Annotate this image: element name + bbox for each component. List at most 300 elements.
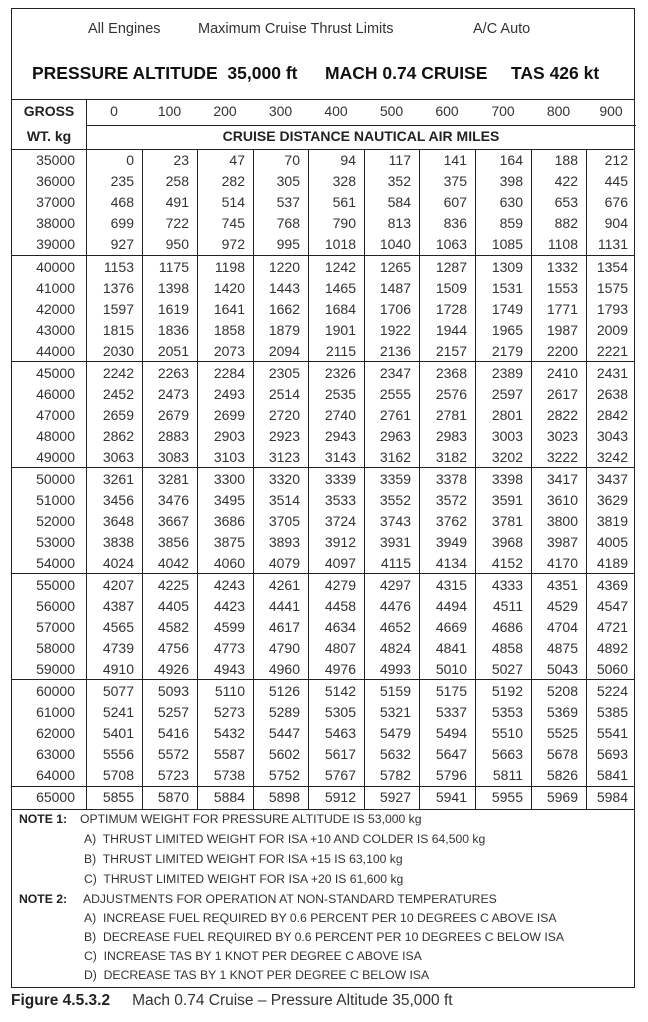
distance-cell: 1771 [546, 301, 578, 318]
distance-cell: 5782 [379, 767, 411, 784]
column-header: 100 [157, 103, 182, 119]
table-row [12, 577, 634, 598]
distance-cell: 4315 [435, 577, 467, 593]
distance-cell: 117 [388, 152, 411, 168]
distance-cell: 4042 [157, 555, 189, 572]
distance-cell: 2883 [157, 428, 189, 445]
distance-cell: 422 [554, 173, 578, 190]
distance-cell: 5708 [102, 767, 134, 784]
distance-cell: 2679 [157, 407, 189, 424]
distance-cell: 4704 [546, 619, 578, 636]
distance-cell: 5142 [324, 683, 356, 699]
distance-cell: 3610 [546, 492, 578, 509]
distance-cell: 5898 [268, 789, 300, 805]
distance-cell: 5192 [491, 683, 523, 699]
distance-cell: 4943 [213, 661, 245, 678]
table-row [12, 513, 634, 534]
distance-cell: 5969 [546, 789, 578, 805]
distance-cell: 4599 [213, 619, 245, 636]
block-divider [12, 467, 634, 468]
distance-cell: 4261 [268, 577, 300, 593]
distance-cell: 859 [499, 215, 523, 232]
distance-cell: 630 [499, 194, 523, 211]
table-row [12, 619, 634, 640]
distance-cell: 2200 [546, 343, 578, 360]
distance-cell: 5927 [379, 789, 411, 805]
data-top-divider [12, 149, 634, 150]
table-row [12, 598, 634, 619]
distance-cell: 4910 [102, 661, 134, 678]
distance-cell: 4170 [546, 555, 578, 572]
distance-cell: 4369 [596, 577, 628, 593]
distance-cell: 5110 [214, 683, 245, 699]
distance-cell: 1354 [596, 259, 628, 275]
distance-cell: 2535 [324, 386, 356, 403]
distance-cell: 5401 [102, 725, 134, 742]
distance-cell: 2009 [596, 322, 628, 339]
distance-cell: 1265 [379, 259, 411, 275]
distance-cell: 2136 [379, 343, 411, 360]
distance-cell: 2597 [491, 386, 523, 403]
table-row [12, 428, 634, 449]
distance-cell: 2030 [102, 343, 134, 360]
column-header: 400 [324, 103, 348, 119]
block-divider [12, 679, 634, 680]
column-header: 900 [599, 103, 623, 119]
gross-weight-cell: 60000 [36, 683, 75, 699]
gross-weight-cell: 63000 [36, 746, 75, 763]
distance-cell: 3261 [102, 471, 134, 487]
table-row [12, 365, 634, 386]
distance-cell: 2638 [596, 386, 628, 403]
distance-cell: 352 [387, 173, 411, 190]
distance-cell: 4189 [596, 555, 628, 572]
distance-cell: 1901 [324, 322, 356, 339]
distance-cell: 1040 [379, 236, 411, 253]
block-divider [12, 786, 634, 787]
table-row [12, 534, 634, 555]
distance-cell: 1922 [379, 322, 411, 339]
distance-cell: 3359 [379, 471, 411, 487]
gross-weight-cell: 59000 [36, 661, 75, 678]
cruise-distance-subtitle: CRUISE DISTANCE NAUTICAL AIR MILES [222, 128, 500, 144]
distance-cell: 3281 [157, 471, 189, 487]
distance-cell: 2473 [157, 386, 189, 403]
distance-cell: 5647 [435, 746, 467, 763]
distance-cell: 5587 [213, 746, 245, 763]
distance-cell: 4686 [491, 619, 523, 636]
distance-cell: 4005 [596, 534, 628, 551]
thrust-label: Maximum Cruise Thrust Limits [198, 21, 394, 37]
distance-cell: 5416 [157, 725, 189, 742]
note2-item-a: A) INCREASE FUEL REQUIRED BY 0.6 PERCENT PER 10 DEGREES C ABOVE ISA [84, 911, 557, 925]
distance-cell: 1153 [103, 259, 134, 275]
distance-cell: 328 [332, 173, 356, 190]
distance-cell: 1063 [435, 236, 467, 253]
distance-cell: 1662 [268, 301, 300, 318]
distance-cell: 1879 [268, 322, 300, 339]
distance-cell: 5693 [596, 746, 628, 763]
gross-weight-cell: 65000 [36, 789, 75, 805]
gross-weight-cell: 35000 [36, 152, 75, 168]
distance-cell: 375 [443, 173, 467, 190]
distance-cell: 5723 [157, 767, 189, 784]
distance-cell: 4892 [596, 640, 628, 657]
gross-weight-cell: 49000 [36, 449, 75, 466]
distance-cell: 836 [443, 215, 467, 232]
distance-cell: 3667 [157, 513, 189, 530]
distance-cell: 1175 [158, 259, 189, 275]
distance-cell: 1198 [214, 259, 245, 275]
distance-cell: 1465 [324, 280, 356, 297]
distance-cell: 5884 [213, 789, 245, 805]
block-divider [12, 255, 634, 256]
distance-cell: 2923 [268, 428, 300, 445]
distance-cell: 4547 [596, 598, 628, 615]
distance-cell: 3724 [324, 513, 356, 530]
distance-cell: 3781 [491, 513, 523, 530]
distance-cell: 4582 [157, 619, 189, 636]
distance-cell: 2305 [268, 365, 300, 381]
table-row [12, 173, 634, 194]
distance-cell: 584 [387, 194, 411, 211]
distance-cell: 4858 [491, 640, 523, 657]
table-row [12, 746, 634, 767]
distance-cell: 5632 [379, 746, 411, 763]
distance-cell: 1085 [491, 236, 523, 253]
distance-cell: 23 [173, 152, 189, 168]
distance-cell: 5678 [546, 746, 578, 763]
distance-cell: 2094 [268, 343, 300, 360]
distance-cell: 1509 [435, 280, 467, 297]
distance-cell: 2842 [596, 407, 628, 424]
gross-weight-cell: 45000 [36, 365, 75, 381]
cruise-table-frame [11, 8, 635, 988]
distance-cell: 3043 [596, 428, 628, 445]
distance-cell: 4721 [596, 619, 628, 636]
distance-cell: 2740 [324, 407, 356, 424]
distance-cell: 745 [221, 215, 245, 232]
distance-cell: 4333 [491, 577, 523, 593]
distance-cell: 1487 [379, 280, 411, 297]
gross-weight-cell: 38000 [36, 215, 75, 232]
distance-cell: 212 [604, 152, 628, 168]
distance-cell: 5208 [546, 683, 578, 699]
distance-cell: 2389 [491, 365, 523, 381]
distance-cell: 1965 [491, 322, 523, 339]
distance-cell: 5093 [157, 683, 189, 699]
distance-cell: 4756 [157, 640, 189, 657]
column-header: 600 [435, 103, 459, 119]
gross-weight-cell: 55000 [36, 577, 75, 593]
distance-cell: 1836 [157, 322, 189, 339]
distance-cell: 1220 [268, 259, 300, 275]
distance-cell: 4134 [435, 555, 467, 572]
column-header: 0 [110, 103, 118, 119]
distance-cell: 3339 [324, 471, 356, 487]
note1-item-a: A) THRUST LIMITED WEIGHT FOR ISA +10 AND COLDER IS 64,500 kg [84, 832, 486, 846]
distance-cell: 2555 [379, 386, 411, 403]
distance-cell: 2051 [157, 343, 189, 360]
distance-cell: 2263 [157, 365, 189, 381]
note1-label: NOTE 1: [19, 812, 68, 826]
distance-cell: 3648 [102, 513, 134, 530]
distance-cell: 3514 [268, 492, 300, 509]
distance-cell: 5796 [435, 767, 467, 784]
distance-cell: 3182 [435, 449, 467, 466]
figure-caption [11, 992, 453, 1010]
distance-cell: 1443 [268, 280, 300, 297]
distance-cell: 1987 [546, 322, 578, 339]
distance-cell: 5541 [596, 725, 628, 742]
distance-cell: 5241 [102, 704, 134, 721]
distance-cell: 5289 [268, 704, 300, 721]
distance-cell: 722 [165, 215, 189, 232]
distance-cell: 282 [221, 173, 245, 190]
ac-label: A/C Auto [473, 21, 531, 37]
distance-cell: 1376 [102, 280, 134, 297]
distance-cell: 3143 [324, 449, 356, 466]
distance-cell: 1131 [597, 236, 628, 253]
table-row [12, 152, 634, 173]
distance-cell: 2659 [102, 407, 134, 424]
distance-cell: 164 [499, 152, 523, 168]
column-header: 300 [268, 103, 293, 119]
distance-cell: 4297 [379, 577, 411, 593]
distance-cell: 5855 [102, 789, 134, 805]
distance-cell: 3893 [268, 534, 300, 551]
distance-cell: 5556 [102, 746, 134, 763]
table-row [12, 471, 634, 492]
distance-cell: 1728 [435, 301, 467, 318]
distance-cell: 5432 [213, 725, 245, 742]
distance-cell: 1398 [157, 280, 189, 297]
tas-title: TAS 426 kt [511, 63, 600, 83]
distance-cell: 5752 [268, 767, 300, 784]
distance-cell: 3023 [546, 428, 578, 445]
distance-cell: 972 [221, 236, 245, 253]
note2-item-b: B) DECREASE FUEL REQUIRED BY 0.6 PERCENT PER 10 DEGREES C BELOW ISA [84, 930, 564, 944]
distance-cell: 141 [443, 152, 467, 168]
distance-cell: 398 [499, 173, 523, 190]
distance-cell: 5617 [324, 746, 356, 763]
distance-cell: 445 [604, 173, 628, 190]
distance-cell: 3705 [268, 513, 300, 530]
distance-cell: 3476 [157, 492, 189, 509]
distance-cell: 1944 [435, 322, 467, 339]
distance-cell: 5826 [546, 767, 578, 784]
distance-cell: 676 [604, 194, 628, 211]
sub-header [12, 21, 634, 43]
gross-weight-cell: 47000 [36, 407, 75, 424]
distance-cell: 950 [165, 236, 189, 253]
distance-cell: 2943 [324, 428, 356, 445]
distance-cell: 607 [443, 194, 467, 211]
distance-cell: 4152 [491, 555, 523, 572]
distance-cell: 5663 [491, 746, 523, 763]
distance-cell: 2179 [491, 343, 523, 360]
distance-cell: 4529 [546, 598, 578, 615]
distance-cell: 1815 [102, 322, 134, 339]
distance-cell: 4423 [213, 598, 245, 615]
distance-cell: 1332 [546, 259, 578, 275]
distance-cell: 4652 [379, 619, 411, 636]
distance-cell: 4807 [324, 640, 356, 657]
distance-cell: 995 [276, 236, 300, 253]
distance-cell: 4405 [157, 598, 189, 615]
distance-cell: 5321 [379, 704, 411, 721]
gross-weight-cell: 48000 [36, 428, 75, 445]
note1-item-b: B) THRUST LIMITED WEIGHT FOR ISA +15 IS 63,100 kg [84, 852, 403, 866]
table-row [12, 640, 634, 661]
gross-weight-cell: 64000 [36, 767, 75, 784]
distance-cell: 882 [554, 215, 578, 232]
distance-cell: 4993 [379, 661, 411, 678]
table-row [12, 683, 634, 704]
gross-weight-cell: 39000 [36, 236, 75, 253]
distance-cell: 1597 [102, 301, 134, 318]
distance-cell: 2073 [213, 343, 245, 360]
distance-cell: 258 [165, 173, 189, 190]
figure-number: Figure 4.5.3.2 [11, 992, 111, 1009]
distance-cell: 5494 [435, 725, 467, 742]
distance-cell: 3762 [435, 513, 467, 530]
distance-cell: 1553 [546, 280, 578, 297]
gross-weight-cell: 46000 [36, 386, 75, 403]
distance-cell: 5027 [491, 661, 523, 678]
distance-cell: 5175 [435, 683, 467, 699]
distance-cell: 2963 [379, 428, 411, 445]
note1-text: OPTIMUM WEIGHT FOR PRESSURE ALTITUDE IS 53,000 kg [80, 812, 422, 826]
table-row [12, 492, 634, 513]
distance-cell: 5159 [379, 683, 411, 699]
engines-label: All Engines [88, 21, 161, 37]
distance-cell: 2983 [435, 428, 467, 445]
distance-cell: 3552 [379, 492, 411, 509]
distance-cell: 5572 [157, 746, 189, 763]
note1-item-c: C) THRUST LIMITED WEIGHT FOR ISA +20 IS 61,600 kg [84, 872, 404, 886]
weight-unit-label: WT. kg [26, 128, 72, 144]
column-header: 500 [379, 103, 404, 119]
distance-cell: 2801 [491, 407, 523, 424]
distance-cell: 2115 [325, 343, 356, 360]
table-row [12, 215, 634, 236]
distance-cell: 2221 [596, 343, 628, 360]
figure-title: Mach 0.74 Cruise – Pressure Altitude 35,000 ft [132, 992, 453, 1009]
distance-cell: 5767 [324, 767, 356, 784]
distance-cell: 4225 [157, 577, 189, 593]
distance-cell: 1858 [213, 322, 245, 339]
notes-divider [12, 809, 634, 810]
distance-cell: 904 [604, 215, 628, 232]
gross-weight-cell: 61000 [36, 704, 75, 721]
table-row [12, 301, 634, 322]
gross-weight-cell: 56000 [36, 598, 75, 615]
distance-cell: 2431 [596, 365, 628, 381]
distance-cell: 790 [332, 215, 356, 232]
distance-cell: 94 [340, 152, 356, 168]
gross-weight-cell: 62000 [36, 725, 75, 742]
distance-cell: 0 [126, 152, 134, 168]
distance-cell: 3378 [435, 471, 467, 487]
distance-cell: 1706 [379, 301, 411, 318]
distance-cell: 5305 [324, 704, 356, 721]
distance-cell: 4060 [213, 555, 245, 572]
distance-cell: 4634 [324, 619, 356, 636]
distance-cell: 5447 [268, 725, 300, 742]
distance-cell: 468 [110, 194, 134, 211]
table-row [12, 259, 634, 280]
gross-weight-cell: 43000 [36, 322, 75, 339]
gross-weight-cell: 41000 [36, 280, 75, 297]
distance-cell: 3320 [268, 471, 300, 487]
gross-weight-cell: 40000 [36, 259, 75, 275]
distance-cell: 1287 [435, 259, 467, 275]
gross-weight-cell: 50000 [36, 471, 75, 487]
distance-cell: 2903 [213, 428, 245, 445]
distance-cell: 2699 [213, 407, 245, 424]
distance-cell: 561 [332, 194, 356, 211]
distance-cell: 235 [110, 173, 134, 190]
distance-cell: 1641 [213, 301, 245, 318]
distance-cell: 3083 [157, 449, 189, 466]
distance-cell: 4617 [268, 619, 300, 636]
distance-cell: 4279 [324, 577, 356, 593]
distance-cell: 5126 [268, 683, 300, 699]
distance-cell: 5870 [157, 789, 189, 805]
distance-cell: 4960 [268, 661, 300, 678]
distance-cell: 699 [110, 215, 134, 232]
distance-cell: 3949 [435, 534, 467, 551]
columns-divider [86, 125, 636, 126]
gross-label: GROSS [23, 103, 75, 119]
distance-cell: 813 [387, 215, 411, 232]
distance-cell: 653 [554, 194, 578, 211]
distance-cell: 3968 [491, 534, 523, 551]
distance-cell: 4115 [380, 555, 411, 572]
note2-label: NOTE 2: [19, 892, 68, 906]
distance-cell: 5337 [435, 704, 467, 721]
distance-cell: 4790 [268, 640, 300, 657]
distance-cell: 4243 [213, 577, 245, 593]
distance-cell: 1619 [157, 301, 189, 318]
distance-cell: 3572 [435, 492, 467, 509]
distance-cell: 4494 [435, 598, 467, 615]
distance-cell: 5077 [102, 683, 134, 699]
distance-cell: 2617 [546, 386, 578, 403]
distance-cell: 5273 [213, 704, 245, 721]
distance-cell: 4739 [102, 640, 134, 657]
distance-cell: 5479 [379, 725, 411, 742]
distance-cell: 2781 [435, 407, 467, 424]
distance-cell: 305 [276, 173, 300, 190]
distance-cell: 4207 [102, 577, 134, 593]
distance-cell: 3162 [379, 449, 411, 466]
gross-weight-cell: 53000 [36, 534, 75, 551]
distance-cell: 3222 [546, 449, 578, 466]
distance-cell: 70 [284, 152, 300, 168]
gross-weight-cell: 57000 [36, 619, 75, 636]
distance-cell: 5257 [157, 704, 189, 721]
table-row [12, 280, 634, 301]
column-header: 800 [546, 103, 571, 119]
distance-cell: 4565 [102, 619, 134, 636]
distance-cell: 3856 [157, 534, 189, 551]
distance-cell: 5738 [213, 767, 245, 784]
distance-cell: 4875 [546, 640, 578, 657]
gross-weight-cell: 42000 [36, 301, 75, 318]
distance-cell: 3800 [546, 513, 578, 530]
